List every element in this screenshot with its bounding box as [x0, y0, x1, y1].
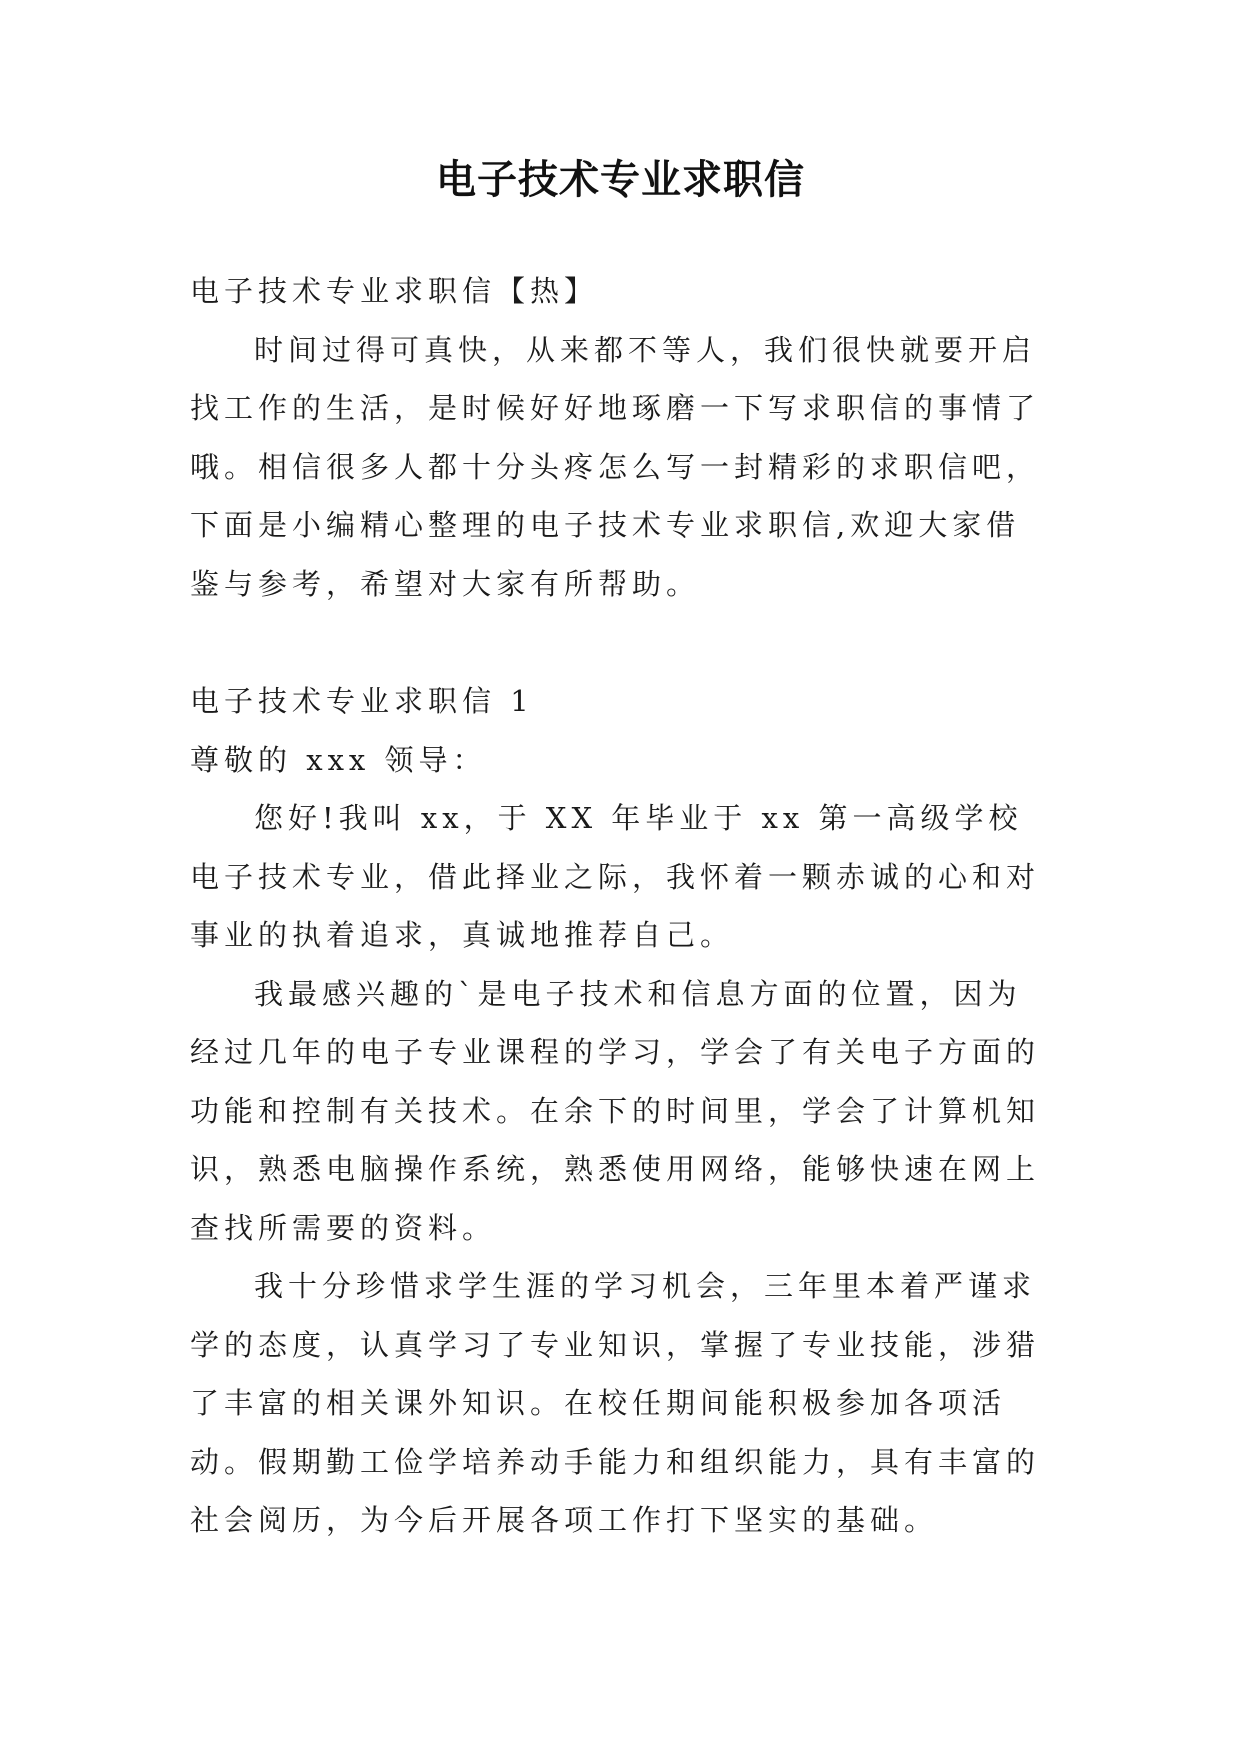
body-paragraph: 我最感兴趣的`是电子技术和信息方面的位置，因为经过几年的电子专业课程的学习，学会了有关电子方面的功能和控制有关技术。在余下的时间里，学会了计算机知识，熟悉电脑操作系统，熟悉使用网络，能够快速在网上查找所需要的资料。 [190, 976, 1041, 1245]
document-body [190, 262, 1052, 1550]
section-heading: 电子技术专业求职信【热】 [190, 274, 599, 308]
letter-heading: 电子技术专业求职信 1 [190, 684, 534, 718]
intro-paragraph: 时间过得可真快，从来都不等人，我们很快就要开启找工作的生活，是时候好好地琢磨一下写求职信的事情了哦。相信很多人都十分头疼怎么写一封精彩的求职信吧，下面是小编精心整理的电子技术专业求职信,欢迎大家借鉴与参考，希望对大家有所帮助。 [190, 332, 1041, 601]
body-paragraph: 我十分珍惜求学生涯的学习机会，三年里本着严谨求学的态度，认真学习了专业知识，掌握了专业技能，涉猎了丰富的相关课外知识。在校任期间能积极参加各项活动。假期勤工俭学培养动手能力和组织能力，具有丰富的社会阅历，为今后开展各项工作打下坚实的基础。 [190, 1269, 1041, 1537]
salutation: 尊敬的 xxx 领导： [190, 742, 487, 777]
body-paragraph: 您好!我叫 xx，于 XX 年毕业于 xx 第一高级学校电子技术专业，借此择业之际，我怀着一颗赤诚的心和对事业的执着追求，真诚地推荐自己。 [190, 801, 1041, 952]
document-title: 电子技术专业求职信 [436, 157, 805, 203]
